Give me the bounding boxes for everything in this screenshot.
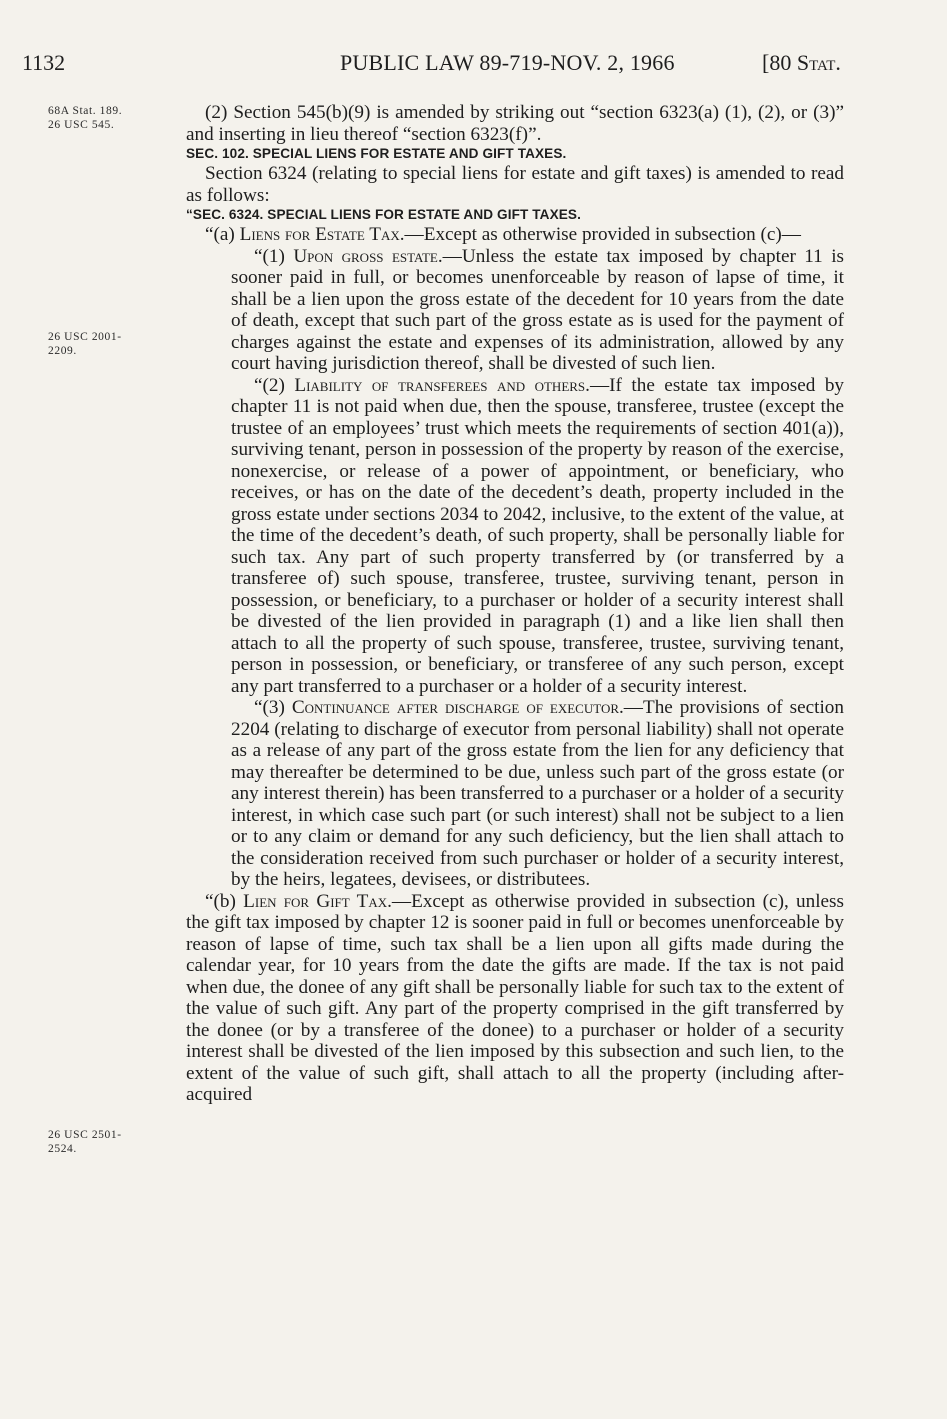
margin-citation-line: 26 USC 545. — [48, 119, 115, 131]
margin-citation-line: 2209. — [48, 345, 77, 357]
margin-citation-line: 26 USC 2501- — [48, 1129, 122, 1141]
section-102-intro: Section 6324 (relating to special liens for estate and gift taxes) is amended to read as follows: — [186, 163, 844, 206]
margin-citation-line: 2524. — [48, 1143, 77, 1155]
section-102-heading: SEC. 102. SPECIAL LIENS FOR ESTATE AND GIFT TAXES. — [186, 146, 567, 161]
paragraph-a3-caption: Continuance after discharge of executor. — [291, 697, 624, 718]
paragraph-a3-text: —The provisions of section 2204 (relating to discharge of executor from personal liability) shall not operate as a release of any part of the gross estate from the lien for any deficiency that may thereafter be determined to be due, unless such part of the gross estate (or any interest therein) has been transferred to a purchaser or a holder of a security interest, in which case such part (or such interest) shall not be subject to a lien or to any claim or demand for any such deficiency, but the lien shall attach to the consideration received from such purchaser or holder of a security interest, by the heirs, legatees, devisees, or distributees. — [231, 697, 844, 890]
subsection-b — [186, 891, 844, 1106]
document-body — [186, 102, 844, 1106]
volume-reference — [762, 50, 841, 76]
margin-citation-line: 68A Stat. 189. — [48, 105, 123, 117]
paragraph-a1 — [186, 246, 844, 375]
subsection-a-text: —Except as otherwise provided in subsection (c)— — [404, 224, 801, 245]
paragraph-a3 — [186, 697, 844, 891]
subsection-a-number: “(a) — [205, 224, 240, 245]
volume-stat: Stat. — [796, 50, 841, 75]
page-number: 1132 — [22, 50, 66, 75]
volume-open: [80 — [762, 50, 797, 75]
section-6324-heading: “SEC. 6324. SPECIAL LIENS FOR ESTATE AND GIFT TAXES. — [186, 207, 581, 222]
paragraph-a1-number: “(1) — [254, 245, 294, 267]
running-title: PUBLIC LAW 89-719-NOV. 2, 1966 — [340, 50, 675, 75]
paragraph-section-545: (2) Section 545(b)(9) is amended by striking out “section 6323(a) (1), (2), or (3)” and inserting in lieu thereof “section 6323(f)”. — [186, 102, 844, 145]
margin-citation-3 — [48, 1128, 122, 1156]
subsection-a — [186, 224, 844, 246]
subsection-a-caption: Liens for Estate Tax. — [239, 224, 405, 245]
margin-citation-line: 26 USC 2001- — [48, 331, 122, 343]
paragraph-a3-number: “(3) — [254, 697, 292, 718]
paragraph-a2-caption: Liability of transferees and others. — [294, 374, 590, 396]
margin-citation-1 — [48, 104, 122, 132]
subsection-b-text: —Except as otherwise provided in subsection (c), unless the gift tax imposed by chapter 12 is sooner paid in full or becomes unenforceable by reason of lapse of time, such tax shall be a lien upon all gifts made during the calendar year, for 10 years from the date the gifts are made. If the tax is not paid when due, the donee of any gift shall be personally liable for such tax to the extent of the value of such gift. Any part of the property comprised in the gift transferred by the donee (or by a transferee of the donee) to a purchaser or holder of a security interest shall be divested of the lien imposed by this subsection and such lien, to the extent of the value of such gift, shall attach to all the property (including after-acquired — [186, 890, 844, 1105]
margin-citation-2 — [48, 330, 122, 358]
paragraph-a2-text: —If the estate tax imposed by chapter 11 is not paid when due, then the spouse, transferee, trustee (except the trustee of an employees’ trust which meets the requirements of section 401(a)), surviving tenant, person in possession of the property by reason of the exercise, nonexercise, or release of a power of appointment, or beneficiary, who receives, or has on the date of the decedent’s death, property included in the gross estate under sections 2034 to 2042, inclusive, to the extent of the value, at the time of the decedent’s death, of such property, shall be personally liable for such tax. Any part of such property transferred by (or transferred by a transferee of) such spouse, transferee, trustee, surviving tenant, person in possession, or beneficiary, to a purchaser or holder of a security interest shall be divested of the lien provided in paragraph (1) and a like lien shall then attach to all the property of such spouse, transferee, trustee, surviving tenant, person in possession, or beneficiary, or transferee of any such person, except any part transferred to a purchaser or a holder of a security interest. — [231, 374, 845, 697]
paragraph-a2 — [186, 375, 844, 698]
subsection-b-caption: Lien for Gift Tax. — [243, 890, 392, 912]
subsection-b-number: “(b) — [205, 890, 244, 912]
paragraph-a1-text: —Unless the estate tax imposed by chapter 11 is sooner paid in full, or becomes unenforceable by reason of lapse of time, it shall be a lien upon the gross estate of the decedent for 10 years from the date of death, except that such part of the gross estate as is used for the payment of charges against the estate and expenses of its administration, allowed by any court having jurisdiction thereof, shall be divested of such lien. — [231, 245, 845, 374]
paragraph-a1-caption: Upon gross estate. — [293, 245, 443, 267]
paragraph-a2-number: “(2) — [254, 374, 295, 396]
